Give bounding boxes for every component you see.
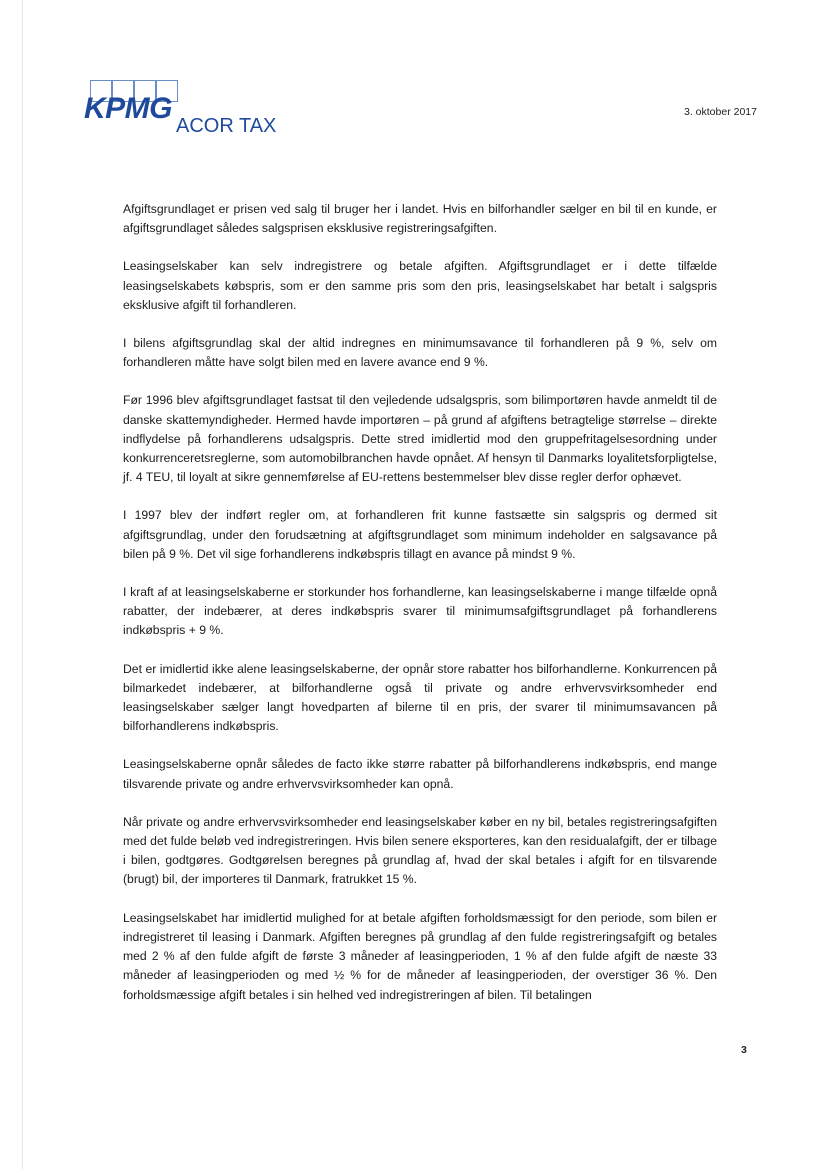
- paragraph: I 1997 blev der indført regler om, at forhandleren frit kunne fastsætte sin salgspris og dermed sit afgiftsgrundlag, under den forudsætning at afgiftsgrundlaget som minimum indeholder en salgsavance på bilen på 9 %. Det vil sige forhandlerens indkøbspris tillagt en avance på mindst 9 %.: [123, 508, 717, 561]
- page-number: 3: [741, 1044, 747, 1056]
- paragraph: Det er imidlertid ikke alene leasingselskaberne, der opnår store rabatter hos bilforhandlerne. Konkurrencen på bilmarkedet indebærer, at bilforhandlerne også til private og andre erhvervsvirksomheder end leasingselskaber sælger langt hovedparten af bilerne til en pris, der svarer til minimumsavancen på bilforhandlerens indkøbspris.: [123, 661, 717, 734]
- logo-kpmg-text: KPMG: [84, 92, 172, 125]
- paragraph: Afgiftsgrundlaget er prisen ved salg til bruger her i landet. Hvis en bilforhandler sælger en bil til en kunde, er afgiftsgrundlaget således salgsprisen eksklusive registreringsafgiften.: [123, 202, 717, 236]
- paragraph: Leasingselskaberne opnår således de facto ikke større rabatter på bilforhandlerens indkøbspris, end mange tilsvarende private og andre erhvervsvirksomheder kan opnå.: [123, 757, 717, 791]
- document-date: 3. oktober 2017: [684, 106, 757, 118]
- page-edge-line: [22, 0, 23, 1169]
- kpmg-acor-tax-logo: [84, 80, 284, 142]
- paragraph: Før 1996 blev afgiftsgrundlaget fastsat til den vejledende udsalgspris, som bilimportøren havde anmeldt til de danske skattemyndigheder. Hermed havde importøren – på grund af afgiftens betragtelige størrelse – direkte indflydelse på forhandlerens udsalgspris. Dette stred imidlertid mod den gruppefritagelsesordning under konkurrenceretsreglerne, som automobilbranchen havde opnået. Af hensyn til Danmarks loyalitetsforpligtelse, jf. 4 TEU, til loyalt at sikre gennemførelse af EU-rettens bestemmelser blev disse regler derfor ophævet.: [123, 393, 717, 485]
- paragraph: I kraft af at leasingselskaberne er storkunder hos forhandlerne, kan leasingselskaberne i mange tilfælde opnå rabatter, der indebærer, at deres indkøbspris svarer til minimumsafgiftsgrundlaget på forhandlerens indkøbspris + 9 %.: [123, 585, 717, 638]
- logo-acor-tax-text: ACOR TAX: [176, 115, 277, 137]
- paragraph: Leasingselskabet har imidlertid mulighed for at betale afgiften forholdsmæssigt for den periode, som bilen er indregistreret til leasing i Danmark. Afgiften beregnes på grundlag af den fulde registreringsafgift og betales med 2 % af den fulde afgift de første 3 måneder af leasingperioden, 1 % af den fulde afgift de næste 33 måneder af leasingperioden og med ½ % for de måneder af leasingperioden, der overstiger 36 %. Den forholdsmæssige afgift betales i sin helhed ved indregistreringen af bilen. Til betalingen: [123, 910, 717, 1002]
- paragraph: I bilens afgiftsgrundlag skal der altid indregnes en minimumsavance til forhandleren på 9 %, selv om forhandleren måtte have solgt bilen med en lavere avance end 9 %.: [123, 336, 717, 370]
- paragraph: Leasingselskaber kan selv indregistrere og betale afgiften. Afgiftsgrundlaget er i dette tilfælde leasingselskabets købspris, som er den samme pris som den pris, leasingselskabet har betalt i salgspris eksklusive afgift til forhandleren.: [123, 259, 717, 312]
- document-body: [123, 200, 717, 1024]
- paragraph: Når private og andre erhvervsvirksomheder end leasingselskaber køber en ny bil, betales registreringsafgiften med det fulde beløb ved indregistreringen. Hvis bilen senere eksporteres, kan den residualafgift, der er tilbage i bilen, godtgøres. Godtgørelsen beregnes på grundlag af, hvad der skal betales i afgift for en tilsvarende (brugt) bil, der importeres til Danmark, fratrukket 15 %.: [123, 814, 717, 887]
